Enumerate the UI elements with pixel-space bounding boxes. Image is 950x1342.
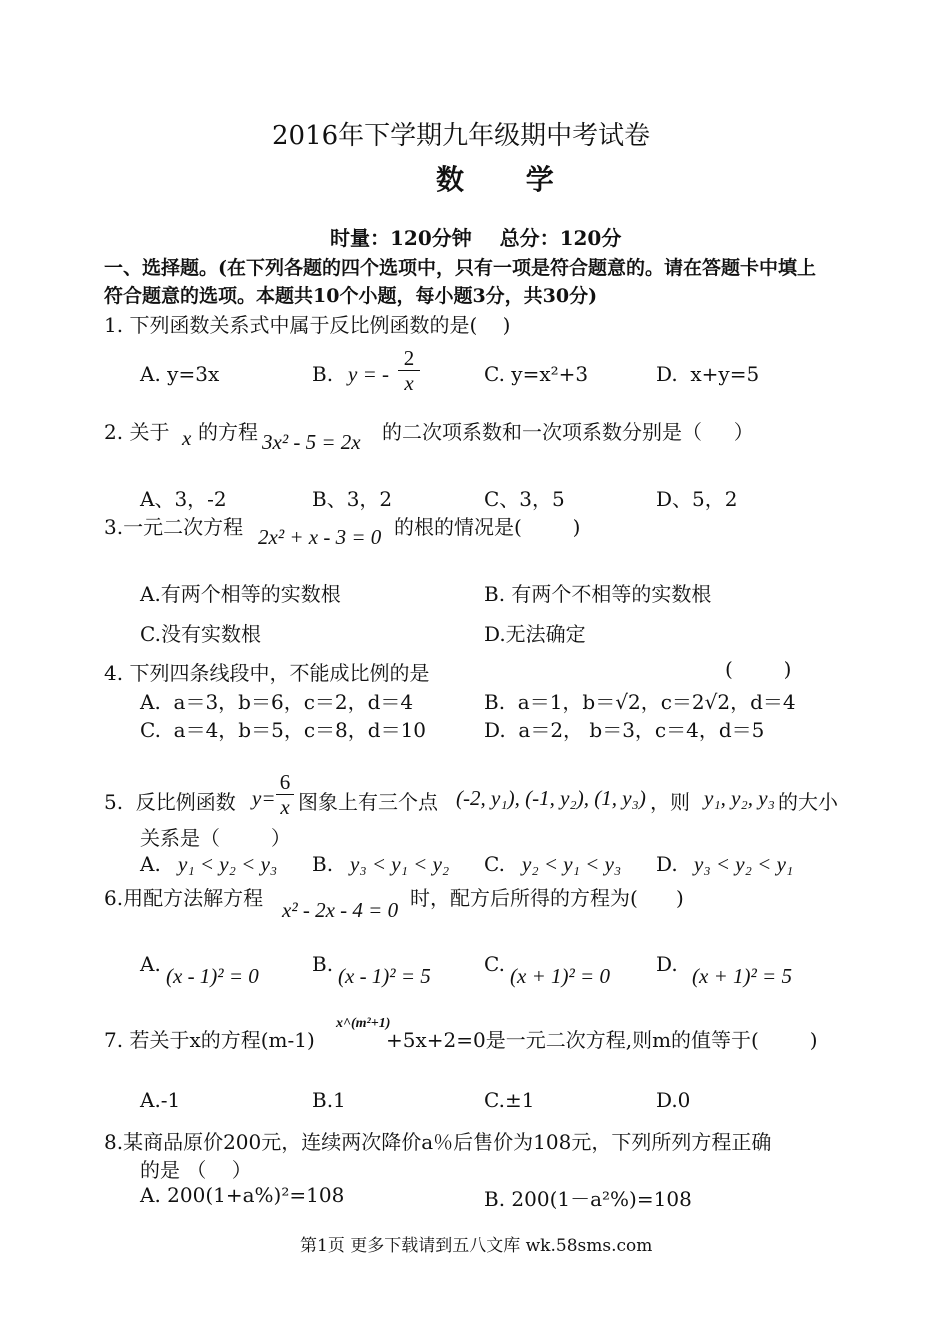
q4-bracket: ( ) (725, 657, 792, 681)
q5-mid: 图象上有三个点 (298, 790, 438, 814)
q2-option-c: C、3，5 (484, 487, 565, 511)
q6-option-b: (x - 1)² = 5 (338, 964, 431, 988)
q7-suffix: +5x+2=0是一元二次方程,则m的值等于( ) (386, 1028, 818, 1052)
q2-var: x (182, 426, 192, 450)
q6-option-a: (x - 1)² = 0 (166, 964, 259, 988)
q5-vars: y₁, y₂, y₃ (704, 786, 775, 810)
q5-points: (-2, y₁), (-1, y₂), (1, y₃) (456, 786, 646, 810)
q6-suffix: 时，配方后所得的方程为( ) (410, 886, 684, 910)
q6-option-d: (x + 1)² = 5 (692, 964, 792, 988)
q5-option-d-label: D. (656, 852, 678, 876)
exam-meta: 时量：120分钟 总分：120分 (330, 226, 622, 250)
q1-option-b-label: B. (312, 362, 334, 386)
q3-option-a: A.有两个相等的实数根 (140, 582, 341, 606)
q2-suffix: 的二次项系数和一次项系数分别是（ ） (382, 420, 754, 444)
q6-option-c-label: C. (484, 952, 505, 976)
q1-option-b-formula (348, 362, 389, 387)
q4-stem: 4. 下列四条线段中，不能成比例的是 (104, 661, 430, 685)
q5-line2: 关系是（ ） (140, 826, 291, 850)
q7-power: x^(m²+1) (336, 1016, 391, 1031)
q2-equation: 3x² - 5 = 2x (262, 430, 361, 454)
q8-option-b: B. 200(1－a²%)=108 (484, 1187, 692, 1211)
q5-func-fraction (276, 770, 294, 819)
q7-option-d: D.0 (656, 1088, 691, 1112)
q7-option-b: B.1 (312, 1088, 346, 1112)
q2-option-b: B、3，2 (312, 487, 393, 511)
q5-tail: 的大小 (778, 790, 838, 814)
q5-option-d: y₃ < y₂ < y₁ (694, 852, 794, 876)
q1-b-numerator: 2 (398, 346, 420, 371)
q5-option-c-label: C. (484, 852, 505, 876)
q4-option-b: B. a＝1，b＝√2，c＝2√2，d＝4 (484, 690, 796, 714)
q2-option-d: D、5，2 (656, 487, 738, 511)
q3-option-d: D.无法确定 (484, 622, 586, 646)
q8-line2: 的是 （ ） (140, 1158, 252, 1182)
q1-option-d: D. x+y=5 (656, 362, 760, 386)
q5-func-numerator: 6 (276, 770, 294, 795)
q1-b-fraction (398, 346, 420, 395)
q7-prefix: 7. 若关于x的方程(m-1) (104, 1028, 315, 1052)
q7-option-c: C.±1 (484, 1088, 535, 1112)
q5-prefix: 5. 反比例函数 (104, 790, 236, 814)
q6-option-a-label: A. (140, 952, 161, 976)
q4-option-c: C. a＝4，b＝5，c＝8，d＝10 (140, 718, 427, 742)
q5-option-b-label: B. (312, 852, 334, 876)
q1-b-denominator: x (404, 371, 414, 395)
q5-option-b: y₃ < y₁ < y₂ (350, 852, 450, 876)
q1-option-c: C. y=x²+3 (484, 362, 589, 386)
q3-prefix: 3.一元二次方程 (104, 515, 244, 539)
q5-option-a: y₁ < y₂ < y₃ (178, 852, 278, 876)
section-heading-line1: 一、选择题。(在下列各题的四个选项中，只有一项是符合题意的。请在答题卡中填上 (104, 257, 816, 279)
q5-option-a-label: A. (140, 852, 161, 876)
exam-title: 2016年下学期九年级期中考试卷 (272, 121, 651, 151)
q2-mid: 的方程 (198, 420, 258, 444)
q5-func-lhs: y= (252, 786, 276, 810)
q6-prefix: 6.用配方法解方程 (104, 886, 264, 910)
q5-suffix: ，则 (650, 790, 690, 814)
q4-option-d: D. a＝2， b＝3，c＝4，d＝5 (484, 718, 765, 742)
q5-func-denominator: x (280, 795, 290, 819)
q3-equation: 2x² + x - 3 = 0 (258, 525, 382, 549)
q3-suffix: 的根的情况是( ) (394, 515, 581, 539)
q1-option-a: A. y=3x (140, 362, 220, 386)
q2-option-a: A、3，-2 (140, 487, 227, 511)
q8-option-a: A. 200(1+a%)²=108 (140, 1183, 345, 1207)
q6-option-c: (x + 1)² = 0 (510, 964, 610, 988)
q6-equation: x² - 2x - 4 = 0 (282, 898, 399, 922)
subject-title: 数 学 (436, 163, 580, 196)
q6-option-d-label: D. (656, 952, 678, 976)
q6-option-b-label: B. (312, 952, 334, 976)
q3-option-c: C.没有实数根 (140, 622, 261, 646)
q7-option-a: A.-1 (140, 1088, 181, 1112)
q3-option-b: B. 有两个不相等的实数根 (484, 582, 712, 606)
q8-line1: 8.某商品原价200元，连续两次降价a％后售价为108元，下列所列方程正确 (104, 1130, 772, 1154)
q4-option-a: A. a＝3，b＝6，c＝2，d＝4 (140, 690, 414, 714)
q2-prefix: 2. 关于 (104, 420, 170, 444)
page-footer: 第1页 更多下载请到五八文库 wk.58sms.com (300, 1236, 653, 1256)
q5-option-c: y₂ < y₁ < y₃ (522, 852, 622, 876)
question-1-stem: 1. 下列函数关系式中属于反比例函数的是( ) (104, 313, 511, 337)
section-heading-line2: 符合题意的选项。本题共10个小题，每小题3分，共30分) (104, 285, 598, 307)
q1-b-lhs: y = - (348, 362, 389, 386)
